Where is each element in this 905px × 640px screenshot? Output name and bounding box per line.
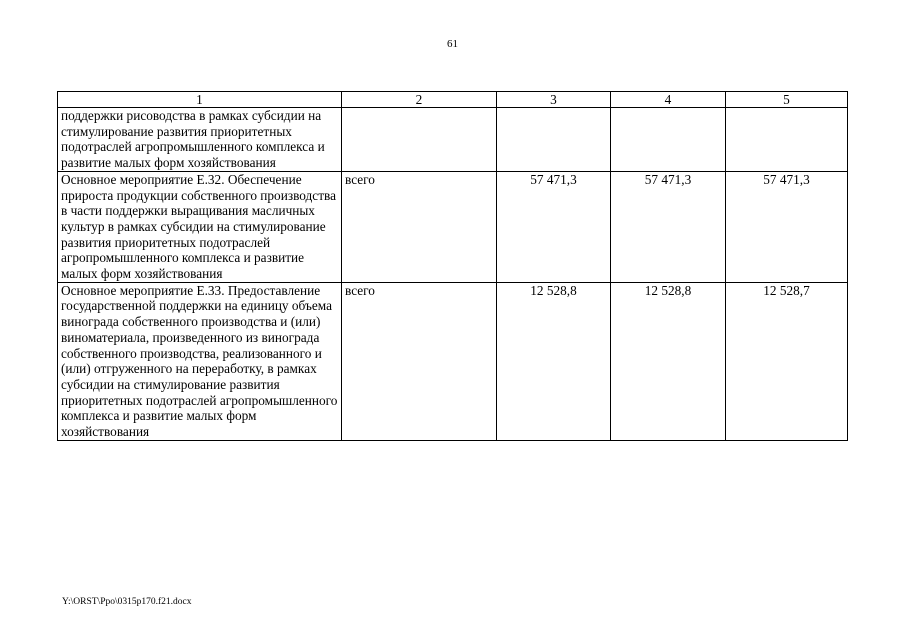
table-row xyxy=(58,171,848,282)
row-funding-source: всего xyxy=(342,171,497,282)
row-value-col5 xyxy=(726,108,848,172)
row-description: Основное мероприятие Е.32. Обеспечение прироста продукции собственного производства в части поддержки выращивания масличных культур в рамках субсидии на стимулирование развития приоритетных подотраслей агропромышленного комплекса и развитие малых форм хозяйствования xyxy=(58,171,342,282)
row-value-col3 xyxy=(497,108,611,172)
footer-file-path: Y:\ORST\Ppo\0315p170.f21.docx xyxy=(62,597,192,607)
row-funding-source xyxy=(342,108,497,172)
row-value-col4 xyxy=(611,108,726,172)
row-funding-source: всего xyxy=(342,282,497,440)
row-description: Основное мероприятие Е.33. Предоставление государственной поддержки на единицу объема винограда собственного производства и (или) виноматериала, произведенного из винограда собственного производства, реализованного и (или) отгруженного на переработку, в рамках субсидии на стимулирование развития приоритетных подотраслей агропромышленного комплекса и развитие малых форм хозяйствования xyxy=(58,282,342,440)
page-number: 61 xyxy=(447,38,458,50)
budget-table xyxy=(57,91,848,441)
column-header-2: 2 xyxy=(342,92,497,108)
table-header-row xyxy=(58,92,848,108)
column-header-1: 1 xyxy=(58,92,342,108)
row-value-col4: 57 471,3 xyxy=(611,171,726,282)
row-value-col5: 57 471,3 xyxy=(726,171,848,282)
column-header-4: 4 xyxy=(611,92,726,108)
row-value-col5: 12 528,7 xyxy=(726,282,848,440)
row-description: поддержки рисоводства в рамках субсидии на стимулирование развития приоритетных подотраслей агропромышленного комплекса и развитие малых форм хозяйствования xyxy=(58,108,342,172)
row-value-col3: 57 471,3 xyxy=(497,171,611,282)
column-header-3: 3 xyxy=(497,92,611,108)
row-value-col4: 12 528,8 xyxy=(611,282,726,440)
row-value-col3: 12 528,8 xyxy=(497,282,611,440)
table-row xyxy=(58,108,848,172)
table-row xyxy=(58,282,848,440)
column-header-5: 5 xyxy=(726,92,848,108)
